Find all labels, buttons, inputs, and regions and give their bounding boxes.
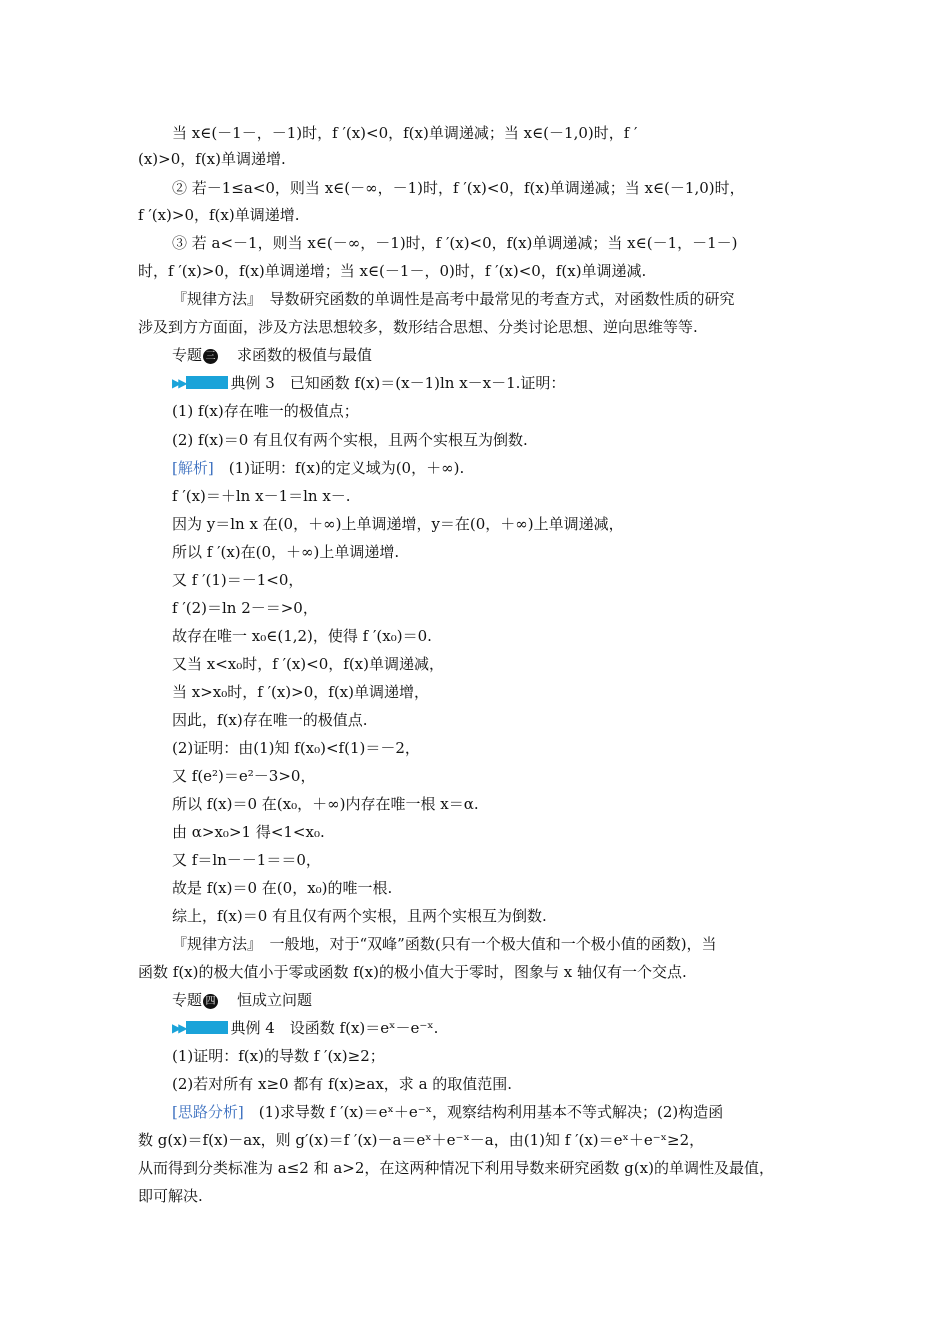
text-line: 所以 f(x)＝0 在(x₀，＋∞)内存在唯一根 x＝α.	[172, 795, 479, 813]
text-line: 从而得到分类标准为 a≤2 和 a>2，在这两种情况下利用导数来研究函数 g(x)的单调性及最值，	[138, 1159, 774, 1177]
text-line: 函数 f(x)的极大值小于零或函数 f(x)的极小值大于零时，图象与 x 轴仅有一个交点.	[138, 963, 687, 981]
text-line: 又 f＝ln－－1＝＝0，	[172, 851, 321, 869]
topic-heading	[172, 346, 852, 364]
text-line: 因为 y＝ln x 在(0，＋∞)上单调递增，y＝在(0，＋∞)上单调递减，	[172, 515, 624, 533]
text-line: 由 α>x₀>1 得<1<x₀.	[172, 823, 325, 841]
text-line: f ′(x)>0，f(x)单调递增.	[138, 206, 300, 224]
text-line: ③ 若 a<－1，则当 x∈(－∞，－1)时，f ′(x)<0，f(x)单调递减；当 x∈(－1，－1－)	[172, 234, 738, 252]
text-line: 时，f ′(x)>0，f(x)单调递增；当 x∈(－1－，0)时，f ′(x)<0，f(x)单调递减.	[138, 262, 647, 280]
analysis-line	[172, 1103, 852, 1121]
text-line: 即可解决.	[138, 1187, 203, 1205]
analysis-line	[172, 459, 852, 477]
text-line: 『规律方法』 导数研究函数的单调性是高考中最常见的考查方式，对函数性质的研究	[172, 290, 735, 308]
text-line: 涉及到方方面面，涉及方法思想较多，数形结合思想、分类讨论思想、逆向思维等等.	[138, 318, 698, 336]
example-badge	[186, 1021, 228, 1034]
analysis-text: (1)证明：f(x)的定义域为(0，＋∞).	[228, 459, 465, 477]
text-line: 又 f(e²)＝e²－3>0，	[172, 767, 316, 785]
topic-title: 求函数的极值与最值	[237, 346, 373, 364]
text-line: (2)若对所有 x≥0 都有 f(x)≥ax，求 a 的取值范围.	[172, 1075, 513, 1093]
topic-number-icon: 四	[203, 994, 218, 1009]
text-line: (x)>0，f(x)单调递增.	[138, 150, 286, 168]
topic-prefix: 专题	[172, 991, 203, 1009]
text-line: 『规律方法』 一般地，对于“双峰”函数(只有一个极大值和一个极小值的函数)，当	[172, 935, 717, 953]
text-line: f ′(x)＝＋ln x－1＝ln x－.	[172, 487, 351, 505]
text-line: 又 f ′(1)＝－1<0，	[172, 571, 304, 589]
text-line: 综上，f(x)＝0 有且仅有两个实根，且两个实根互为倒数.	[172, 907, 547, 925]
text-line: 又当 x<x₀时，f ′(x)<0，f(x)单调递减，	[172, 655, 444, 673]
double-arrow-icon: ▶▶	[172, 376, 185, 390]
text-line: 当 x∈(－1－，－1)时，f ′(x)<0，f(x)单调递减；当 x∈(－1,0)时，f ′	[172, 124, 638, 142]
text-line: 当 x>x₀时，f ′(x)>0，f(x)单调递增，	[172, 683, 429, 701]
text-line: (2)证明：由(1)知 f(x₀)<f(1)＝－2，	[172, 739, 420, 757]
example-heading	[172, 1019, 852, 1037]
text-line: (1) f(x)存在唯一的极值点；	[172, 402, 359, 420]
analysis-tag: [解析]	[172, 459, 214, 477]
text-line: f ′(2)＝ln 2－＝>0，	[172, 599, 318, 617]
text-line: 数 g(x)＝f(x)－ax，则 g′(x)＝f ′(x)－a＝eˣ＋e⁻ˣ－a，由(1)知 f ′(x)＝eˣ＋e⁻ˣ≥2，	[138, 1131, 705, 1149]
example-text: 典例 3 已知函数 f(x)＝(x－1)ln x－x－1.证明：	[230, 374, 566, 392]
example-heading	[172, 374, 852, 392]
analysis-tag: [思路分析]	[172, 1103, 244, 1121]
example-badge	[186, 376, 228, 389]
text-line: 所以 f ′(x)在(0，＋∞)上单调递增.	[172, 543, 400, 561]
double-arrow-icon: ▶▶	[172, 1021, 185, 1035]
example-text: 典例 4 设函数 f(x)＝eˣ－e⁻ˣ.	[230, 1019, 439, 1037]
text-line: 故存在唯一 x₀∈(1,2)，使得 f ′(x₀)＝0.	[172, 627, 432, 645]
text-line: (1)证明：f(x)的导数 f ′(x)≥2；	[172, 1047, 385, 1065]
topic-prefix: 专题	[172, 346, 203, 364]
analysis-text: (1)求导数 f ′(x)＝eˣ＋e⁻ˣ，观察结构利用基本不等式解决；(2)构造函	[258, 1103, 724, 1121]
text-line: 故是 f(x)＝0 在(0，x₀)的唯一根.	[172, 879, 393, 897]
topic-number-icon: 三	[203, 349, 218, 364]
text-line: ② 若－1≤a<0，则当 x∈(－∞，－1)时，f ′(x)<0，f(x)单调递减；当 x∈(－1,0)时，	[172, 179, 745, 197]
topic-heading	[172, 991, 852, 1009]
topic-title: 恒成立问题	[237, 991, 313, 1009]
text-line: 因此，f(x)存在唯一的极值点.	[172, 711, 368, 729]
text-line: (2) f(x)＝0 有且仅有两个实根，且两个实根互为倒数.	[172, 431, 528, 449]
